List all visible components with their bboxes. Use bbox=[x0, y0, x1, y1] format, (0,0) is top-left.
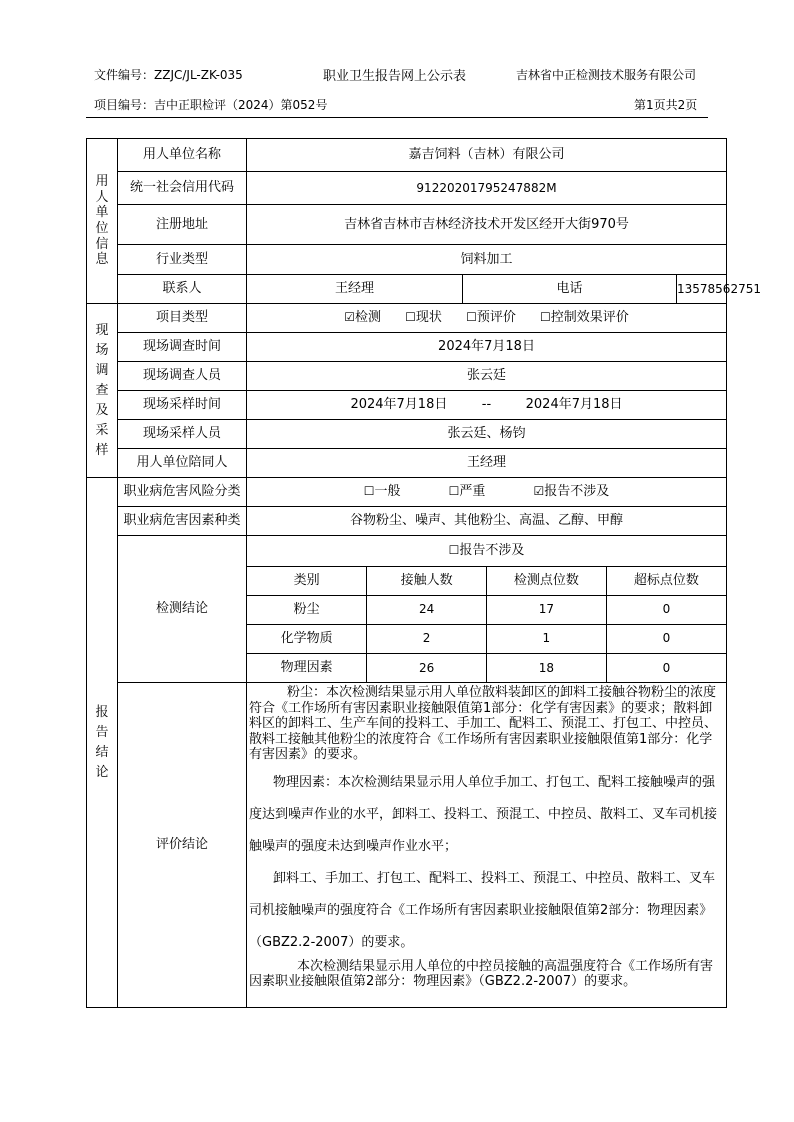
page-indicator: 第1页共2页 bbox=[634, 98, 698, 112]
survey-staff: 张云廷 bbox=[247, 362, 727, 391]
table-cell: 0 bbox=[606, 624, 726, 653]
risk-option[interactable] bbox=[364, 484, 401, 500]
detection-table bbox=[247, 536, 726, 682]
project-type-options bbox=[247, 304, 727, 333]
checkbox-checked-icon: ☑ bbox=[344, 310, 355, 325]
sampling-start: 2024年7月18日 bbox=[350, 397, 448, 413]
section-label: 用人单位信息 bbox=[95, 174, 109, 268]
project-type-option[interactable] bbox=[540, 310, 629, 326]
address: 吉林省吉林市吉林经济技术开发区经开大街970号 bbox=[247, 205, 727, 245]
survey-time-label: 现场调查时间 bbox=[118, 333, 247, 362]
survey-time: 2024年7月18日 bbox=[247, 333, 727, 362]
option-label: 报告不涉及 bbox=[544, 484, 610, 500]
phone-label: 电话 bbox=[463, 275, 677, 304]
checkbox-icon: ☐ bbox=[466, 310, 477, 325]
project-type-option[interactable] bbox=[344, 310, 381, 326]
project-type-label: 项目类型 bbox=[118, 304, 247, 333]
sampling-separator: -- bbox=[481, 397, 492, 413]
hazard-types: 谷物粉尘、噪声、其他粉尘、高温、乙醇、甲醇 bbox=[247, 507, 727, 536]
table-cell: 24 bbox=[367, 595, 487, 624]
industry: 饲料加工 bbox=[247, 245, 727, 275]
sampling-staff: 张云廷、杨钧 bbox=[247, 420, 727, 449]
project-type-option[interactable] bbox=[405, 310, 442, 326]
sampling-staff-label: 现场采样人员 bbox=[118, 420, 247, 449]
checkbox-checked-icon: ☑ bbox=[533, 484, 545, 499]
checkbox-icon: ☐ bbox=[405, 310, 416, 325]
evaluation-paragraph: 粉尘：本次检测结果显示用人单位散料装卸区的卸料工接触谷物粉尘的浓度符合《工作场所有害因素职业接触限值第1部分：化学有害因素》的要求；散料卸料区的卸料工、生产车间的投料工、手加工、配料工、预混工、打包工、中控员、散料工接触其他粉尘的浓度符合《工作场所有害因素职业接触限值第1部分：化学有害因素》的要求。 bbox=[249, 685, 718, 762]
table-cell: 1 bbox=[487, 624, 607, 653]
credit-code-label: 统一社会信用代码 bbox=[118, 172, 247, 205]
table-cell: 化学物质 bbox=[247, 624, 367, 653]
table-cell: 18 bbox=[487, 653, 607, 682]
checkbox-icon: ☐ bbox=[540, 310, 551, 325]
table-row bbox=[247, 595, 726, 624]
section-report bbox=[87, 478, 118, 1008]
address-label: 注册地址 bbox=[118, 205, 247, 245]
risk-option[interactable] bbox=[449, 484, 486, 500]
option-label: 报告不涉及 bbox=[459, 542, 525, 558]
credit-code: 91220201795247882M bbox=[247, 172, 727, 205]
phone: 13578562751 bbox=[677, 275, 727, 304]
disclosure-table bbox=[86, 138, 761, 1008]
table-header: 超标点位数 bbox=[606, 566, 726, 595]
project-type-option[interactable] bbox=[466, 310, 516, 326]
table-cell: 0 bbox=[606, 595, 726, 624]
contact: 王经理 bbox=[247, 275, 463, 304]
survey-staff-label: 现场调查人员 bbox=[118, 362, 247, 391]
option-label: 现状 bbox=[415, 310, 442, 326]
table-header: 检测点位数 bbox=[487, 566, 607, 595]
evaluation-paragraph: 卸料工、手加工、打包工、配料工、投料工、预混工、中控员、散料工、叉车司机接触噪声的强度符合《工作场所有害因素职业接触限值第2部分：物理因素》（GBZ2.2-2007）的要求。 bbox=[249, 870, 716, 950]
contact-label: 联系人 bbox=[118, 275, 247, 304]
option-label: 一般 bbox=[374, 484, 401, 500]
detection-not-involved[interactable] bbox=[247, 536, 726, 566]
table-cell: 26 bbox=[367, 653, 487, 682]
table-cell: 粉尘 bbox=[247, 595, 367, 624]
section-survey bbox=[87, 304, 118, 478]
escort-label: 用人单位陪同人 bbox=[118, 449, 247, 478]
sampling-time-label: 现场采样时间 bbox=[118, 391, 247, 420]
industry-label: 行业类型 bbox=[118, 245, 247, 275]
detection-conclusion bbox=[247, 536, 727, 683]
section-label: 报告结论 bbox=[95, 704, 109, 780]
sampling-end: 2024年7月18日 bbox=[525, 397, 623, 413]
table-row bbox=[247, 624, 726, 653]
risk-option[interactable] bbox=[534, 484, 610, 500]
table-cell: 物理因素 bbox=[247, 653, 367, 682]
company-name: 吉林省中正检测技术服务有限公司 bbox=[516, 68, 697, 82]
evaluation-paragraph: 本次检测结果显示用人单位的中控员接触的高温强度符合《工作场所有害因素职业接触限值第2部分：物理因素》（GBZ2.2-2007）的要求。 bbox=[249, 958, 714, 989]
option-label: 预评价 bbox=[476, 310, 516, 326]
option-label: 严重 bbox=[459, 484, 486, 500]
table-header: 类别 bbox=[247, 566, 367, 595]
table-cell: 0 bbox=[606, 653, 726, 682]
table-cell: 17 bbox=[487, 595, 607, 624]
checkbox-icon: ☐ bbox=[448, 484, 460, 499]
table-cell: 2 bbox=[367, 624, 487, 653]
project-number: 项目编号：吉中正职检评（2024）第052号 bbox=[94, 98, 328, 112]
section-label: 现场调查及采样 bbox=[95, 322, 109, 458]
unit-name-label: 用人单位名称 bbox=[118, 139, 247, 172]
file-number: 文件编号：ZZJC/JL-ZK-035 bbox=[94, 68, 243, 82]
hazard-type-label: 职业病危害因素种类 bbox=[118, 507, 247, 536]
header-rule bbox=[86, 117, 708, 118]
escort: 王经理 bbox=[247, 449, 727, 478]
checkbox-icon: ☐ bbox=[363, 484, 375, 499]
table-header: 接触人数 bbox=[367, 566, 487, 595]
option-label: 控制效果评价 bbox=[550, 310, 629, 326]
risk-class-label: 职业病危害风险分类 bbox=[118, 478, 247, 507]
option-label: 检测 bbox=[355, 310, 382, 326]
document-title: 职业卫生报告网上公示表 bbox=[323, 69, 467, 84]
checkbox-icon: ☐ bbox=[448, 542, 460, 557]
evaluation-paragraph: 物理因素：本次检测结果显示用人单位手加工、打包工、配料工接触噪声的强度达到噪声作业的水平，卸料工、投料工、预混工、中控员、散料工、叉车司机接触噪声的强度未达到噪声作业水平； bbox=[249, 774, 718, 854]
evaluation-conclusion-label: 评价结论 bbox=[118, 683, 247, 1008]
risk-class-options bbox=[247, 478, 727, 507]
table-row bbox=[247, 653, 726, 682]
unit-name: 嘉吉饲料（吉林）有限公司 bbox=[247, 139, 727, 172]
detection-conclusion-label: 检测结论 bbox=[118, 536, 247, 683]
evaluation-conclusion bbox=[247, 683, 727, 1008]
section-unit-info bbox=[87, 139, 118, 304]
sampling-time bbox=[247, 391, 727, 420]
